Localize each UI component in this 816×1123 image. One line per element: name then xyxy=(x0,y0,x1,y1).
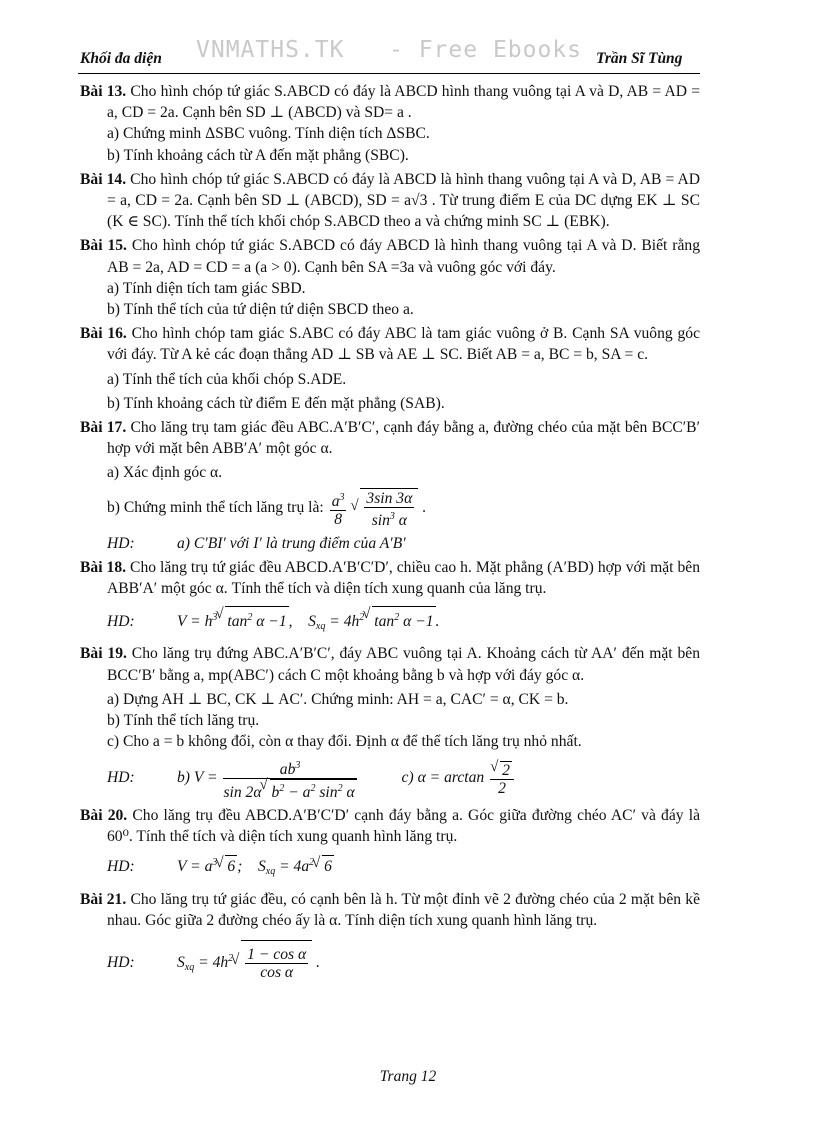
sub-question: b) Tính thể tích của tứ diện tứ diện SBCD theo a. xyxy=(107,301,414,319)
problem-17 xyxy=(80,417,700,554)
sub-question: a) Tính diện tích tam giác SBD. xyxy=(107,279,306,297)
problem-tag: Bài 16. xyxy=(80,325,127,343)
problem-text: Cho lăng trụ tứ giác đều, có cạnh bên là h. Từ một đỉnh vẽ 2 đường chéo của 2 mặt bên kề nhau. Góc giữa 2 đường chéo ấy là α. Tính diện tích xung quanh hình lăng trụ. xyxy=(107,890,700,929)
problem-14 xyxy=(80,169,700,233)
problem-text: Cho lăng trụ tứ giác đều ABCD.A′B′C′D′, chiều cao h. Mặt phẳng (A′BD) hợp với mặt bên ABB′A′ một góc α. Tính thể tích và diện tích xung quanh của lăng trụ. xyxy=(107,558,700,598)
problem-16 xyxy=(80,323,700,414)
hint: HD: Sxq = $4h^2$ √ $\frac{\text{1 − cos α}}{\text{cos α}}$ . xyxy=(80,937,700,990)
problem-tag: Bài 21. xyxy=(80,890,127,908)
problem-text: Cho lăng trụ đều ABCD.A′B′C′D′ cạnh đáy bằng a. Góc giữa đường chéo AC′ và đáy là 60⁰. Tính thể tích và diện tích xung quanh hình lăng trụ. xyxy=(107,806,700,846)
watermark: VNMATHS.TK - Free Ebooks xyxy=(196,37,583,63)
header-left: Khối đa diện xyxy=(80,50,162,67)
problem-tag: Bài 19. xyxy=(80,645,127,663)
sub-question: b) Tính thể tích lăng trụ. xyxy=(107,712,260,730)
formula-fraction: $\frac{a^3}{8}$ xyxy=(330,489,347,528)
problem-21 xyxy=(80,889,700,990)
sub-question-formula: b) Chứng minh thể tích lăng trụ là: $\frac{a^3}{8}$ √ $\frac{3\sin 3\alpha}{\sin^3 \alpha}$ . xyxy=(80,488,700,529)
problem-13 xyxy=(80,81,700,166)
problem-text: Cho hình chóp tứ giác S.ABCD có đáy là ABCD là hình thang vuông tại A và D, AB = AD = a, CD = 2a. Cạnh bên SD ⊥ (ABCD), SD = a√3 . Từ trung điểm E của DC dựng EK ⊥ SC (K ∈ SC). Tính thể tích khối chóp S.ABCD theo a và chứng minh SC ⊥ (EBK). xyxy=(107,170,701,231)
problem-tag: Bài 18. xyxy=(80,558,127,576)
sub-question: a) Xác định góc α. xyxy=(107,464,223,482)
header-rule xyxy=(78,73,700,74)
content xyxy=(80,78,700,990)
hint: HD: a) C′BI′ với I′ là trung điểm của A′B′ xyxy=(107,534,406,552)
problem-15 xyxy=(80,235,700,320)
sub-question: a) Dựng AH ⊥ BC, CK ⊥ AC′. Chứng minh: AH = a, CAC′ = α, CK = b. xyxy=(107,690,569,708)
problem-tag: Bài 17. xyxy=(80,419,127,437)
problem-text: Cho hình chóp tứ giác S.ABCD có đáy ABCD là hình thang vuông tại A và D. Biết rằng AB = 2a, AD = CD = a (a > 0). Cạnh bên SA =3a và vuông góc với đáy. xyxy=(107,237,700,276)
sub-question: b) Tính khoảng cách từ điểm E đến mặt phẳng (SAB). xyxy=(107,394,445,412)
problem-text: Cho hình chóp tam giác S.ABC có đáy ABC là tam giác vuông ở B. Cạnh SA vuông góc với đáy. Từ A kẻ các đoạn thẳng AD ⊥ SB và AE ⊥ SC. Biết AB = a, BC = b, SA = c. xyxy=(107,325,700,364)
page-number: Trang 12 xyxy=(379,1068,437,1085)
sub-question: c) Cho a = b không đổi, còn α thay đổi. Định α để thể tích lăng trụ nhỏ nhất. xyxy=(107,733,582,751)
problem-tag: Bài 20. xyxy=(80,806,128,824)
sub-question: a) Tính thể tích của khối chóp S.ADE. xyxy=(107,370,347,388)
formula-sqrt: √ $\frac{3\sin 3\alpha}{\sin^3 \alpha}$ xyxy=(360,488,418,529)
problem-18 xyxy=(80,557,700,638)
header-right: Trần Sĩ Tùng xyxy=(596,50,683,67)
hint: HD: b) V = $\frac{ab^3}{\sin 2\alpha√ b^2 - a^2 \sin^2 \alpha}$ c) α = arctan √ $\frac{2}{2}$ xyxy=(80,756,700,800)
sub-question: b) Tính khoảng cách từ A đến mặt phẳng (SBC). xyxy=(107,146,409,164)
problem-text: Cho lăng trụ đứng ABC.A′B′C′, đáy ABC vuông tại A. Khoảng cách từ AA′ đến mặt bên BCC′B′ bằng a, mp(ABC′) cách C một khoảng bằng b và hợp với đáy góc α. xyxy=(107,645,700,684)
problem-tag: Bài 13. xyxy=(80,83,127,100)
problem-19 xyxy=(80,643,700,800)
problem-text: Cho hình chóp tứ giác S.ABCD có đáy là ABCD hình thang vuông tại A và D, AB = AD = a, CD = 2a. Cạnh bên SD ⊥ (ABCD) và SD= a . xyxy=(107,83,700,122)
problem-tag: Bài 15. xyxy=(80,237,127,255)
problem-tag: Bài 14. xyxy=(80,170,127,188)
hint: HD: $V = a^3√$ 6 ; Sxq = $4a^2√$ 6 xyxy=(80,852,700,882)
sub-question: a) Chứng minh ΔSBC vuông. Tính diện tích ΔSBC. xyxy=(107,125,430,143)
problem-text: Cho lăng trụ tam giác đều ABC.A′B′C′, cạnh đáy bằng a, đường chéo của mặt bên BCC′B′ hợp với mặt bên ABB′A′ một góc α. xyxy=(107,419,700,458)
hint: HD: $V = h^3√$ $\tan^2 \alpha -1$ , Sxq = $4h^2√$ $\tan^2 \alpha -1$ . xyxy=(80,606,700,637)
problem-20 xyxy=(80,805,700,883)
